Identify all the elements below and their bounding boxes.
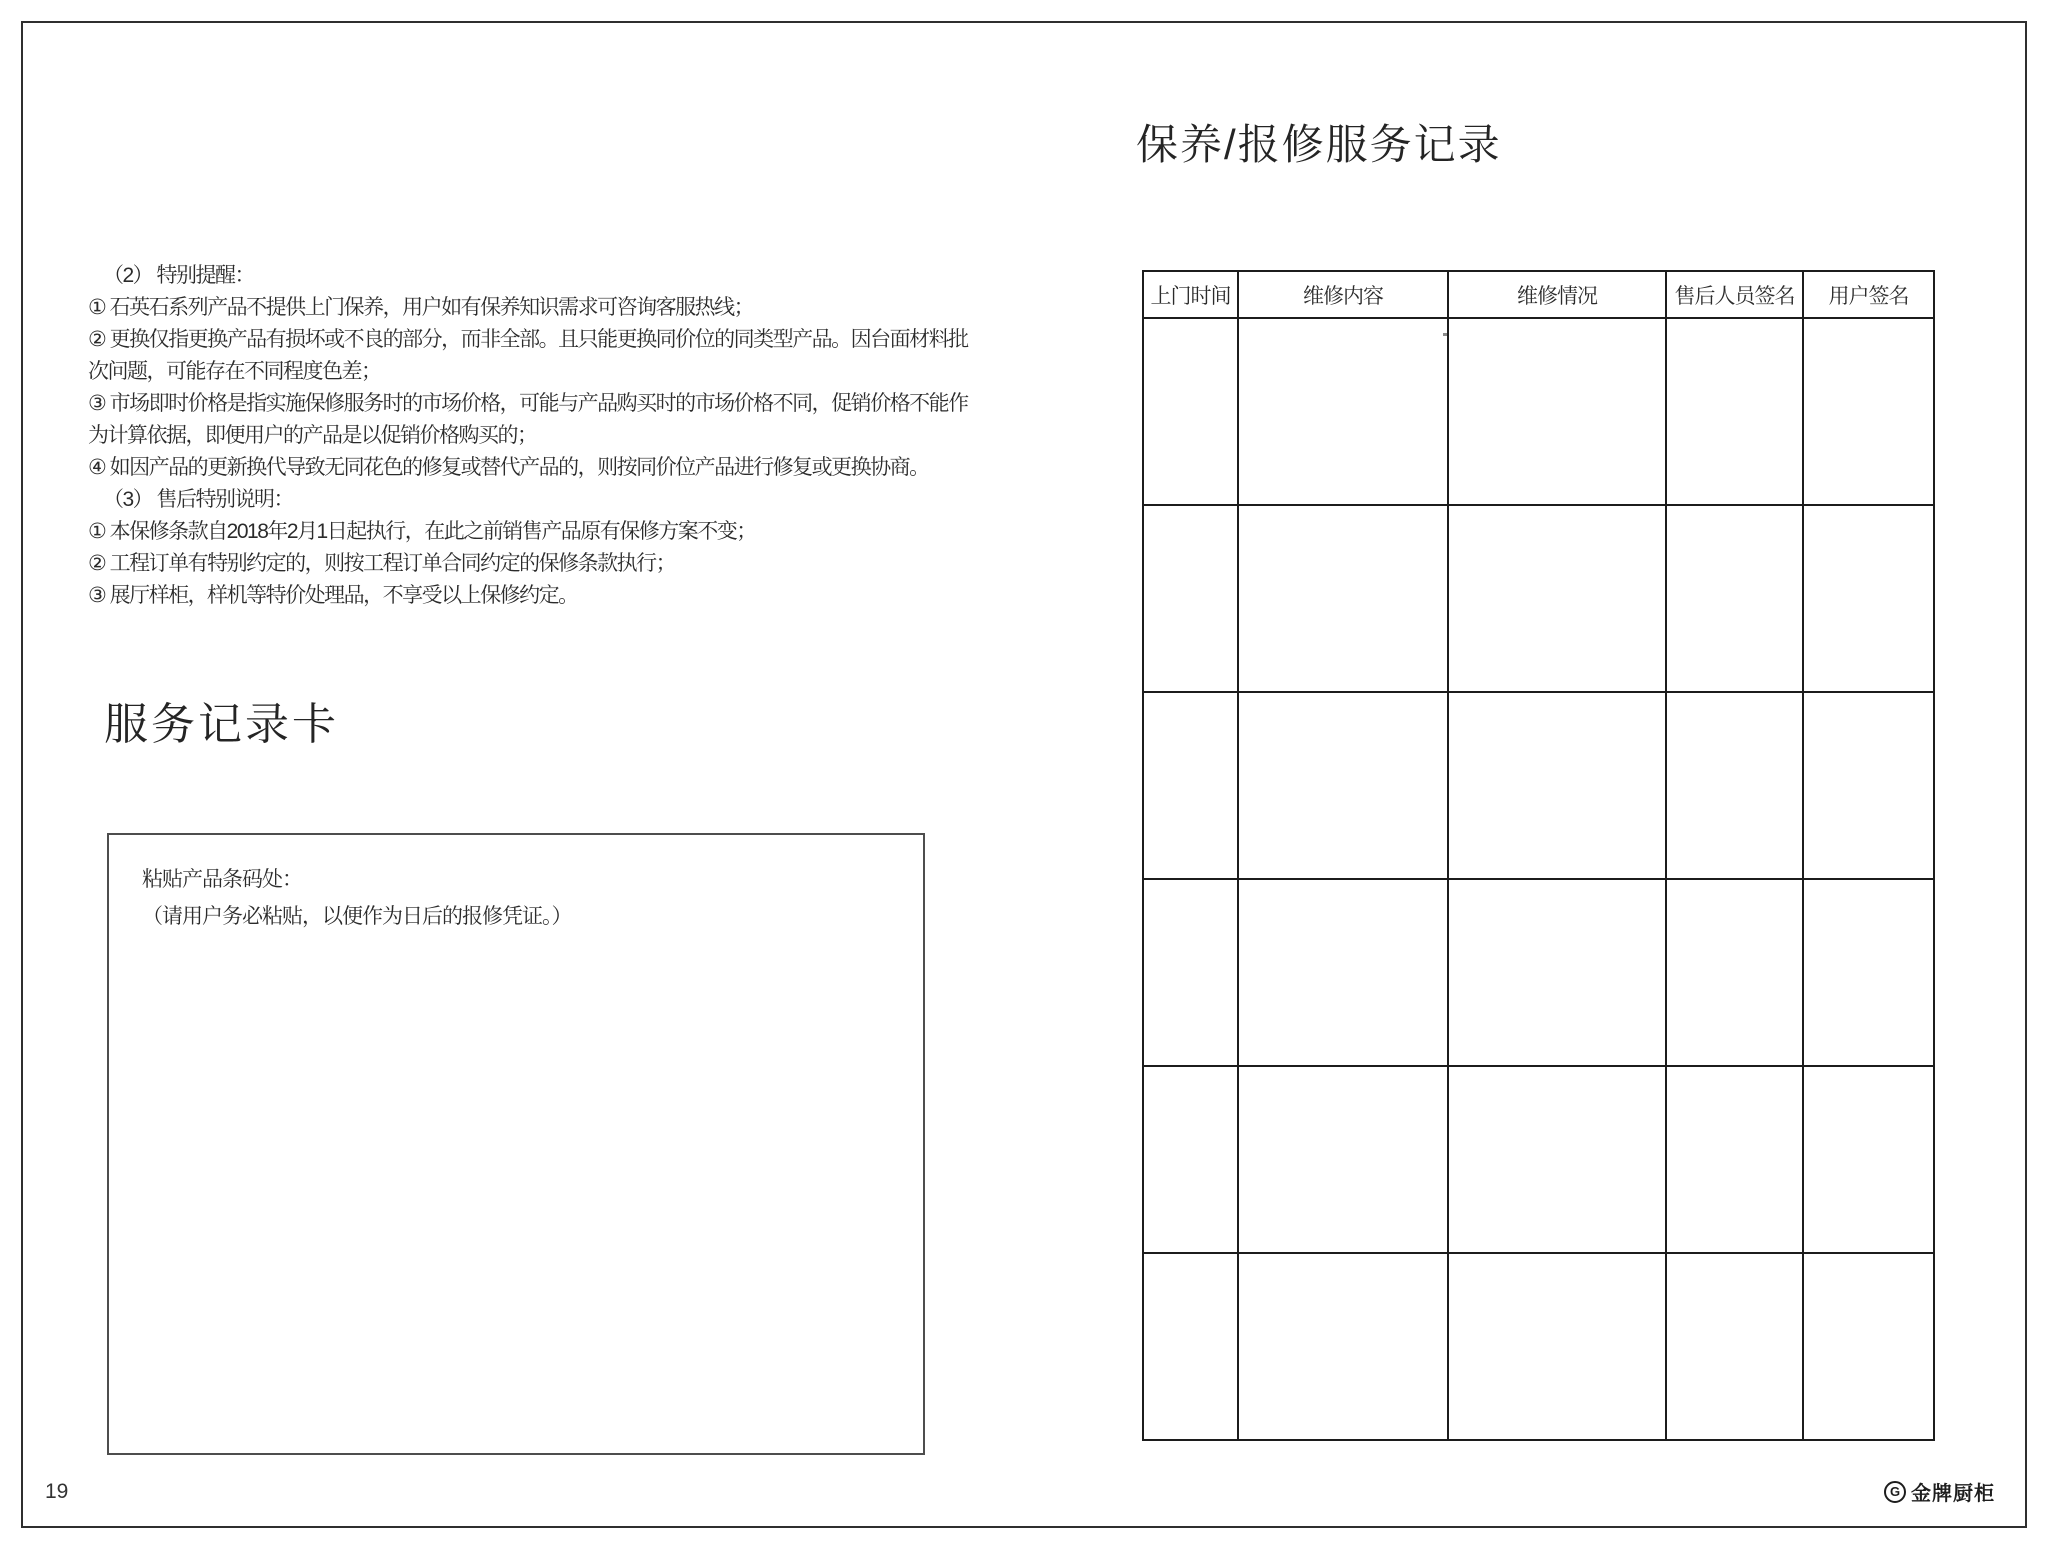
record-cell bbox=[1448, 879, 1666, 1066]
table-header-row bbox=[1143, 271, 1934, 318]
record-cell bbox=[1143, 1066, 1238, 1253]
page-number: 19 bbox=[45, 1480, 69, 1503]
col-header-visit-time: 上门时间 bbox=[1143, 271, 1238, 318]
brand-logo-text: 金牌厨柜 bbox=[1911, 1483, 1995, 1505]
table-row bbox=[1143, 1253, 1934, 1440]
scan-speck bbox=[1443, 333, 1447, 336]
record-cell bbox=[1448, 318, 1666, 505]
record-cell bbox=[1803, 879, 1934, 1066]
barcode-box-label: 粘贴产品条码处： bbox=[142, 868, 302, 891]
note-line: 为计算依据，即便用户的产品是以促销价格购买的； bbox=[88, 424, 537, 447]
table-row bbox=[1143, 318, 1934, 505]
record-cell bbox=[1666, 692, 1803, 879]
record-cell bbox=[1238, 692, 1448, 879]
service-card-title: 服务记录卡 bbox=[104, 700, 339, 749]
table-row bbox=[1143, 692, 1934, 879]
record-cell bbox=[1448, 1253, 1666, 1440]
barcode-box bbox=[107, 833, 925, 1455]
note-line: （2） 特别提醒： bbox=[103, 264, 255, 287]
record-cell bbox=[1666, 505, 1803, 692]
record-cell bbox=[1803, 1066, 1934, 1253]
record-cell bbox=[1666, 1066, 1803, 1253]
record-cell bbox=[1803, 692, 1934, 879]
table-row bbox=[1143, 879, 1934, 1066]
record-cell bbox=[1143, 318, 1238, 505]
col-header-user-signature: 用户签名 bbox=[1803, 271, 1934, 318]
record-cell bbox=[1143, 505, 1238, 692]
note-line: ③ 市场即时价格是指实施保修服务时的市场价格，可能与产品购买时的市场价格不同，促销价格不能作 bbox=[88, 392, 968, 415]
brand-logo bbox=[1884, 1477, 1995, 1506]
record-cell bbox=[1803, 505, 1934, 692]
record-cell bbox=[1448, 505, 1666, 692]
record-cell bbox=[1448, 692, 1666, 879]
service-record-table bbox=[1142, 270, 1935, 1441]
note-line: ④ 如因产品的更新换代导致无同花色的修复或替代产品的，则按同价位产品进行修复或更换协商。 bbox=[88, 456, 929, 479]
record-cell bbox=[1238, 505, 1448, 692]
record-cell bbox=[1238, 1253, 1448, 1440]
record-cell bbox=[1143, 1253, 1238, 1440]
record-cell bbox=[1238, 1066, 1448, 1253]
note-line: ① 石英石系列产品不提供上门保养，用户如有保养知识需求可咨询客服热线； bbox=[88, 296, 754, 319]
record-cell bbox=[1666, 318, 1803, 505]
col-header-repair-status: 维修情况 bbox=[1448, 271, 1666, 318]
table-row bbox=[1143, 1066, 1934, 1253]
record-cell bbox=[1238, 318, 1448, 505]
col-header-repair-content: 维修内容 bbox=[1238, 271, 1448, 318]
col-header-service-staff-signature: 售后人员签名 bbox=[1666, 271, 1803, 318]
note-line: （3） 售后特别说明： bbox=[103, 488, 294, 511]
record-cell bbox=[1448, 1066, 1666, 1253]
table-row bbox=[1143, 505, 1934, 692]
record-cell bbox=[1803, 318, 1934, 505]
note-line: ① 本保修条款自2018年2月1日起执行，在此之前销售产品原有保修方案不变； bbox=[88, 520, 756, 543]
note-line: 次问题，可能存在不同程度色差； bbox=[88, 360, 381, 383]
note-line: ② 更换仅指更换产品有损坏或不良的部分，而非全部。且只能更换同价位的同类型产品。因台面材料批 bbox=[88, 328, 968, 351]
record-cell bbox=[1666, 1253, 1803, 1440]
note-line: ③ 展厅样柜，样机等特价处理品，不享受以上保修约定。 bbox=[88, 584, 578, 607]
record-cell bbox=[1143, 879, 1238, 1066]
brand-logo-g-icon: G bbox=[1884, 1481, 1906, 1503]
record-cell bbox=[1666, 879, 1803, 1066]
record-cell bbox=[1238, 879, 1448, 1066]
record-cell bbox=[1143, 692, 1238, 879]
note-line: ② 工程订单有特别约定的，则按工程订单合同约定的保修条款执行； bbox=[88, 552, 676, 575]
barcode-box-note: （请用户务必粘贴，以便作为日后的报修凭证。） bbox=[142, 905, 572, 928]
maintenance-record-title: 保养/报修服务记录 bbox=[1136, 121, 1502, 168]
record-cell bbox=[1803, 1253, 1934, 1440]
warranty-notes bbox=[88, 260, 968, 612]
